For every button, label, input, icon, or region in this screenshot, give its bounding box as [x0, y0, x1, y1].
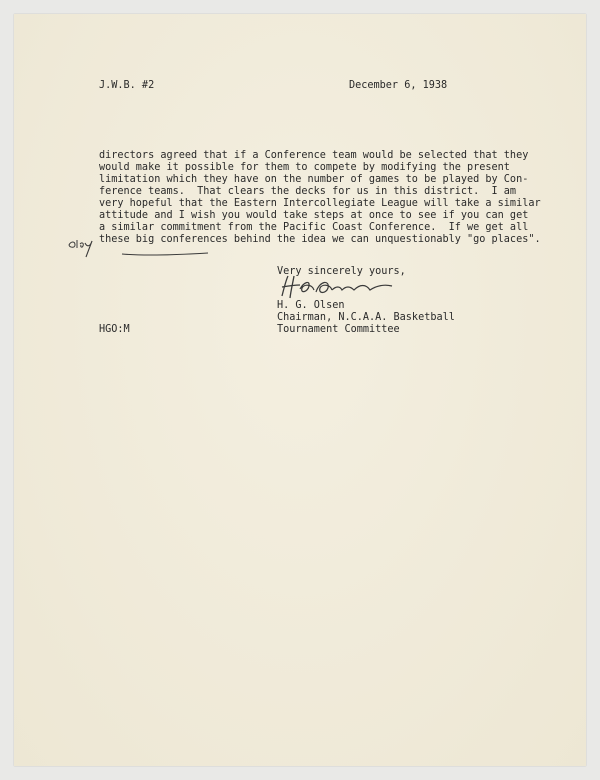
signer-title-line-1: Chairman, N.C.A.A. Basketball	[277, 312, 455, 323]
signer-name: H. G. Olsen	[277, 300, 345, 311]
handwritten-signature	[276, 272, 396, 302]
body-line-6: attitude and I wish you would take steps at once to see if you can get	[99, 210, 529, 221]
body-line-1: directors agreed that if a Conference team would be selected that they	[99, 150, 529, 161]
body-line-2: would make it possible for them to compete by modifying the present	[99, 162, 510, 173]
margin-check-mark	[66, 233, 102, 259]
reference-initials: HGO:M	[99, 324, 130, 335]
body-line-3: limitation which they have on the number of games to be played by Con-	[99, 174, 529, 185]
body-line-8: these big conferences behind the idea we can unquestionably "go places".	[99, 234, 541, 245]
signer-title-line-2: Tournament Committee	[277, 324, 400, 335]
body-line-4: ference teams. That clears the decks for us in this district. I am	[99, 186, 517, 197]
page-reference: J.W.B. #2	[99, 80, 155, 91]
letter-date: December 6, 1938	[349, 80, 448, 91]
pen-underline-mark	[120, 250, 210, 258]
body-line-7: a similar commitment from the Pacific Coast Conference. If we get all	[99, 222, 529, 233]
closing-salutation: Very sincerely yours,	[277, 266, 406, 277]
letter-page	[14, 14, 586, 766]
body-line-5: very hopeful that the Eastern Intercollegiate League will take a similar	[99, 198, 541, 209]
